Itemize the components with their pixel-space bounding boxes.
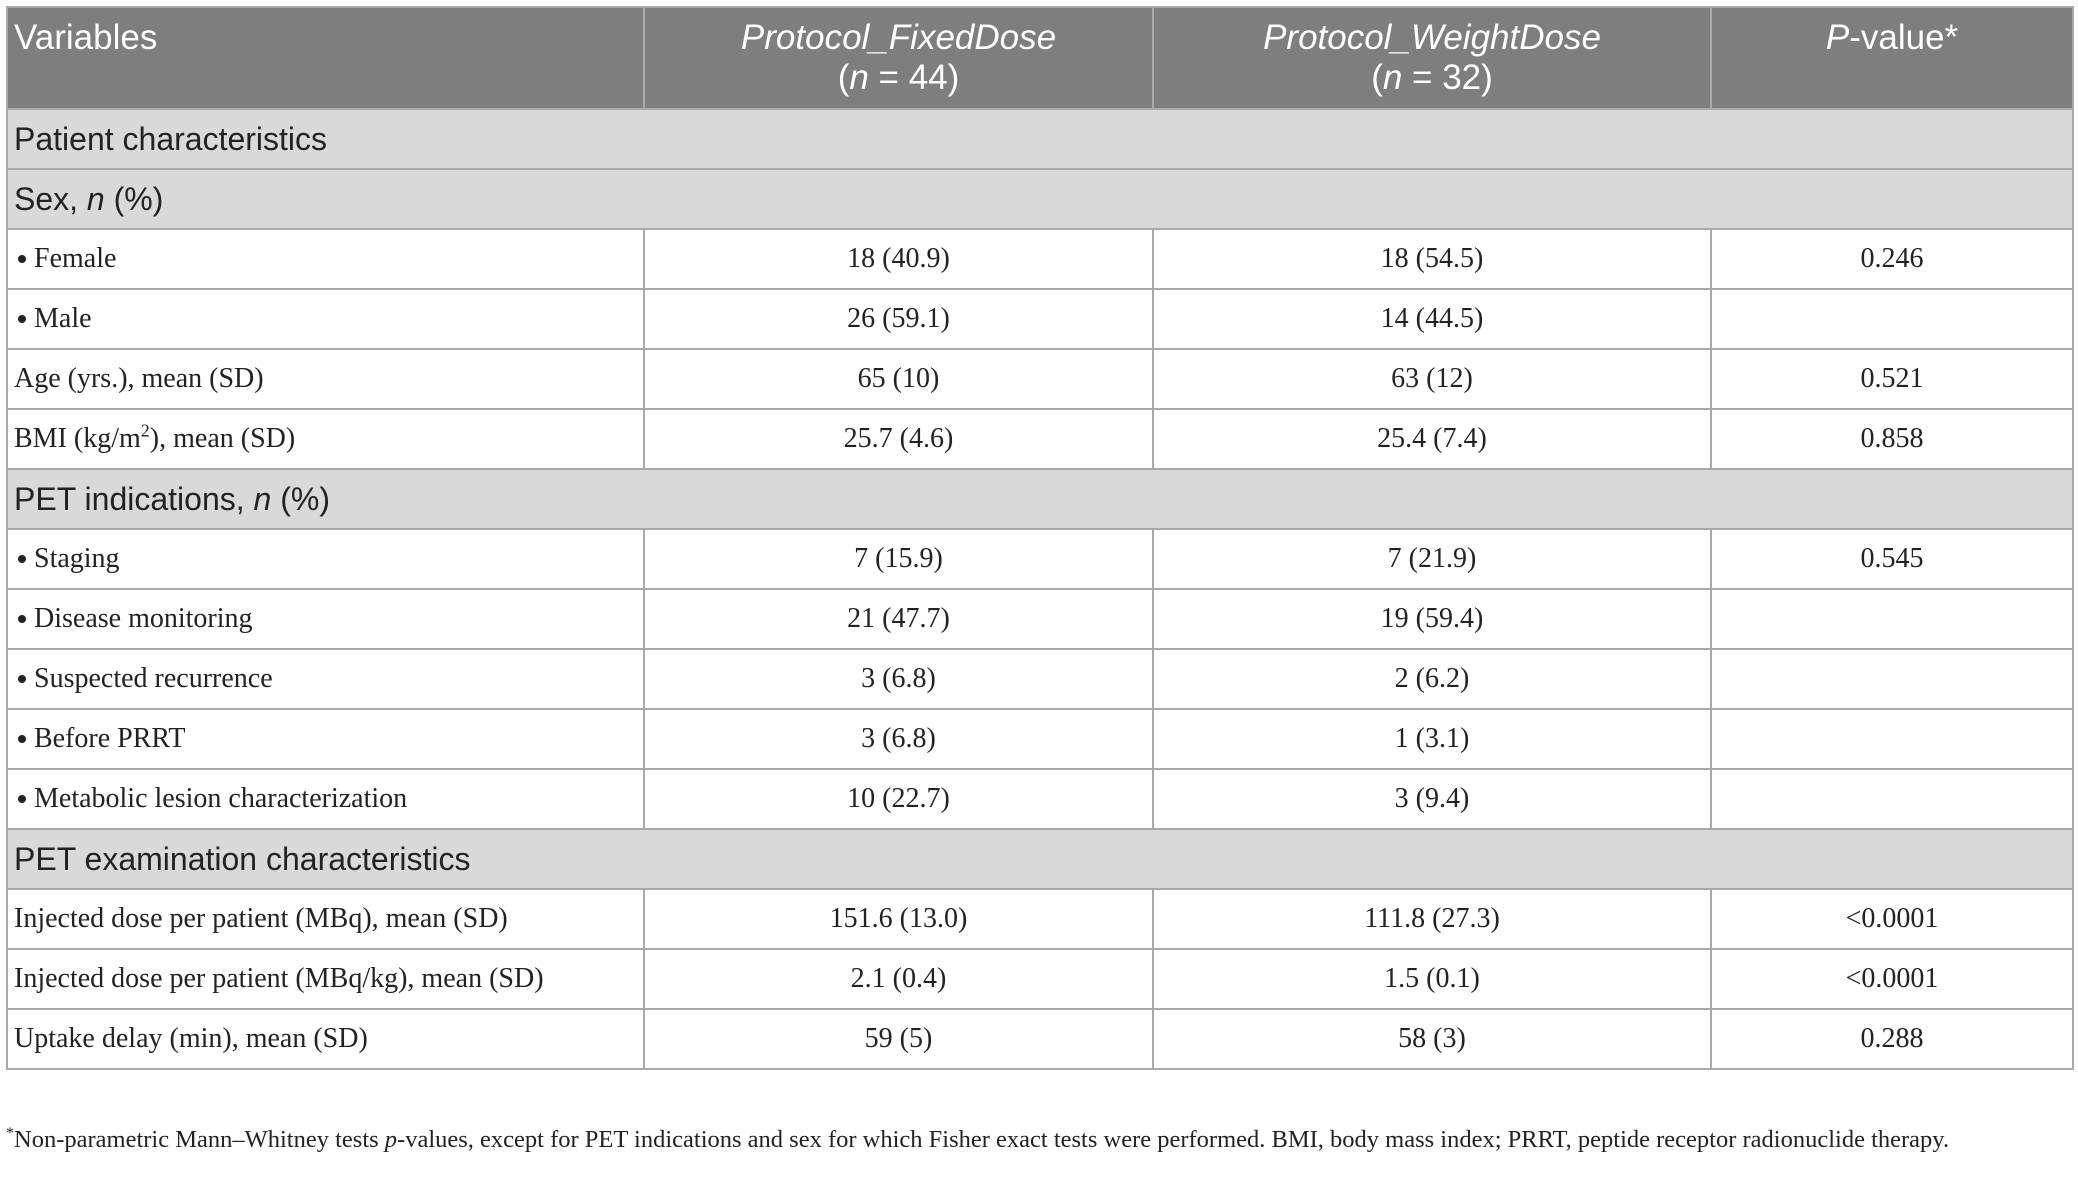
row-label-metabolic xyxy=(7,769,644,829)
cell-age-fixed: 65 (10) xyxy=(644,349,1153,409)
cell-male-fixed: 26 (59.1) xyxy=(644,289,1153,349)
section-pet-indications xyxy=(7,469,2073,529)
section-row-exam xyxy=(7,829,2073,889)
section-exam-characteristics: PET examination characteristics xyxy=(7,829,2073,889)
bullet-icon xyxy=(18,795,26,803)
cell-age-weight: 63 (12) xyxy=(1153,349,1711,409)
cell-prrt-weight: 1 (3.1) xyxy=(1153,709,1711,769)
cell-dose-kg-p: <0.0001 xyxy=(1711,949,2073,1009)
section-pet-n: n xyxy=(253,480,272,517)
cell-monitoring-weight: 19 (59.4) xyxy=(1153,589,1711,649)
row-label-recurrence xyxy=(7,649,644,709)
cell-prrt-p xyxy=(1711,709,2073,769)
footnote-p-italic: p xyxy=(384,1126,398,1153)
cell-bmi-weight: 25.4 (7.4) xyxy=(1153,409,1711,469)
header-fixed-dose-n-label: n xyxy=(849,58,869,97)
characteristics-table-container xyxy=(6,6,2072,1070)
header-weight-dose-n-label: n xyxy=(1382,58,1403,97)
table-row-female xyxy=(7,229,2073,289)
cell-recurrence-p xyxy=(1711,649,2073,709)
section-pet-text: PET indications, xyxy=(14,480,254,517)
row-label-bmi-sup: 2 xyxy=(140,420,150,441)
cell-bmi-p: 0.858 xyxy=(1711,409,2073,469)
header-weight-dose: Protocol_WeightDose (n = 32) xyxy=(1153,7,1711,109)
bullet-icon xyxy=(18,615,26,623)
row-label-metabolic-text: Metabolic lesion characterization xyxy=(34,783,408,814)
cell-recurrence-fixed: 3 (6.8) xyxy=(644,649,1153,709)
row-label-recurrence-text: Suspected recurrence xyxy=(34,663,273,694)
cell-dose-mbq-fixed: 151.6 (13.0) xyxy=(644,889,1153,949)
header-fixed-dose-n-value: = 44) xyxy=(868,58,960,97)
table-footnote xyxy=(6,1122,2072,1158)
row-label-prrt xyxy=(7,709,644,769)
row-label-monitoring xyxy=(7,589,644,649)
section-row-sex xyxy=(7,169,2073,229)
bullet-icon xyxy=(18,675,26,683)
row-label-delay: Uptake delay (min), mean (SD) xyxy=(7,1009,644,1069)
table-row-monitoring xyxy=(7,589,2073,649)
bullet-icon xyxy=(18,255,26,263)
footnote-star: * xyxy=(6,1124,14,1142)
row-label-bmi-pre: BMI (kg/m xyxy=(14,423,141,454)
section-sex xyxy=(7,169,2073,229)
cell-male-p xyxy=(1711,289,2073,349)
footnote-part2: -values, except for PET indications and sex for which Fisher exact tests were performed. BMI, body mass index; PRRT, peptide receptor radionuclide therapy. xyxy=(397,1126,1950,1153)
characteristics-table xyxy=(6,6,2074,1070)
cell-dose-mbq-p: <0.0001 xyxy=(1711,889,2073,949)
table-row-prrt xyxy=(7,709,2073,769)
row-label-bmi-post: ), mean (SD) xyxy=(149,423,296,454)
footnote-part1: Non-parametric Mann–Whitney tests xyxy=(14,1126,385,1153)
cell-dose-kg-fixed: 2.1 (0.4) xyxy=(644,949,1153,1009)
cell-recurrence-weight: 2 (6.2) xyxy=(1153,649,1711,709)
cell-staging-p: 0.545 xyxy=(1711,529,2073,589)
row-label-male-text: Male xyxy=(34,303,92,334)
cell-metabolic-p xyxy=(1711,769,2073,829)
table-row-recurrence xyxy=(7,649,2073,709)
section-sex-n: n xyxy=(86,180,105,217)
cell-delay-p: 0.288 xyxy=(1711,1009,2073,1069)
row-label-male xyxy=(7,289,644,349)
header-variables: Variables xyxy=(7,7,644,109)
header-weight-dose-n-value: = 32) xyxy=(1402,58,1493,97)
row-label-prrt-text: Before PRRT xyxy=(34,723,186,754)
cell-staging-fixed: 7 (15.9) xyxy=(644,529,1153,589)
cell-age-p: 0.521 xyxy=(1711,349,2073,409)
header-p-letter: P xyxy=(1825,18,1850,57)
header-fixed-dose-name: Protocol_FixedDose xyxy=(740,18,1057,57)
cell-female-fixed: 18 (40.9) xyxy=(644,229,1153,289)
section-row-pet-indications xyxy=(7,469,2073,529)
cell-staging-weight: 7 (21.9) xyxy=(1153,529,1711,589)
table-row-delay xyxy=(7,1009,2073,1069)
bullet-icon xyxy=(18,555,26,563)
header-p-value xyxy=(1711,7,2073,109)
cell-prrt-fixed: 3 (6.8) xyxy=(644,709,1153,769)
cell-monitoring-p xyxy=(1711,589,2073,649)
bullet-icon xyxy=(18,315,26,323)
cell-female-p: 0.246 xyxy=(1711,229,2073,289)
row-label-monitoring-text: Disease monitoring xyxy=(34,603,253,634)
table-row-dose-kg xyxy=(7,949,2073,1009)
table-row-age xyxy=(7,349,2073,409)
row-label-dose-mbq: Injected dose per patient (MBq), mean (SD) xyxy=(7,889,644,949)
section-pet-pct: (%) xyxy=(271,480,330,517)
row-label-female xyxy=(7,229,644,289)
table-row-bmi xyxy=(7,409,2073,469)
cell-delay-fixed: 59 (5) xyxy=(644,1009,1153,1069)
table-header-row xyxy=(7,7,2073,109)
table-row-dose-mbq xyxy=(7,889,2073,949)
cell-bmi-fixed: 25.7 (4.6) xyxy=(644,409,1153,469)
row-label-staging-text: Staging xyxy=(34,543,120,574)
cell-dose-mbq-weight: 111.8 (27.3) xyxy=(1153,889,1711,949)
section-patient-characteristics: Patient characteristics xyxy=(7,109,2073,169)
header-fixed-dose: Protocol_FixedDose (n = 44) xyxy=(644,7,1153,109)
section-sex-text: Sex, xyxy=(14,180,87,217)
cell-delay-weight: 58 (3) xyxy=(1153,1009,1711,1069)
row-label-dose-kg: Injected dose per patient (MBq/kg), mean (SD) xyxy=(7,949,644,1009)
row-label-female-text: Female xyxy=(34,243,117,274)
cell-monitoring-fixed: 21 (47.7) xyxy=(644,589,1153,649)
table-row-male xyxy=(7,289,2073,349)
cell-male-weight: 14 (44.5) xyxy=(1153,289,1711,349)
table-row-staging xyxy=(7,529,2073,589)
cell-dose-kg-weight: 1.5 (0.1) xyxy=(1153,949,1711,1009)
bullet-icon xyxy=(18,735,26,743)
cell-female-weight: 18 (54.5) xyxy=(1153,229,1711,289)
table-row-metabolic xyxy=(7,769,2073,829)
section-sex-pct: (%) xyxy=(104,180,164,217)
cell-metabolic-fixed: 10 (22.7) xyxy=(644,769,1153,829)
header-p-rest: -value* xyxy=(1849,18,1959,57)
section-row-patient xyxy=(7,109,2073,169)
row-label-bmi xyxy=(7,409,644,469)
row-label-age: Age (yrs.), mean (SD) xyxy=(7,349,644,409)
cell-metabolic-weight: 3 (9.4) xyxy=(1153,769,1711,829)
row-label-staging xyxy=(7,529,644,589)
header-weight-dose-name: Protocol_WeightDose xyxy=(1263,18,1601,57)
